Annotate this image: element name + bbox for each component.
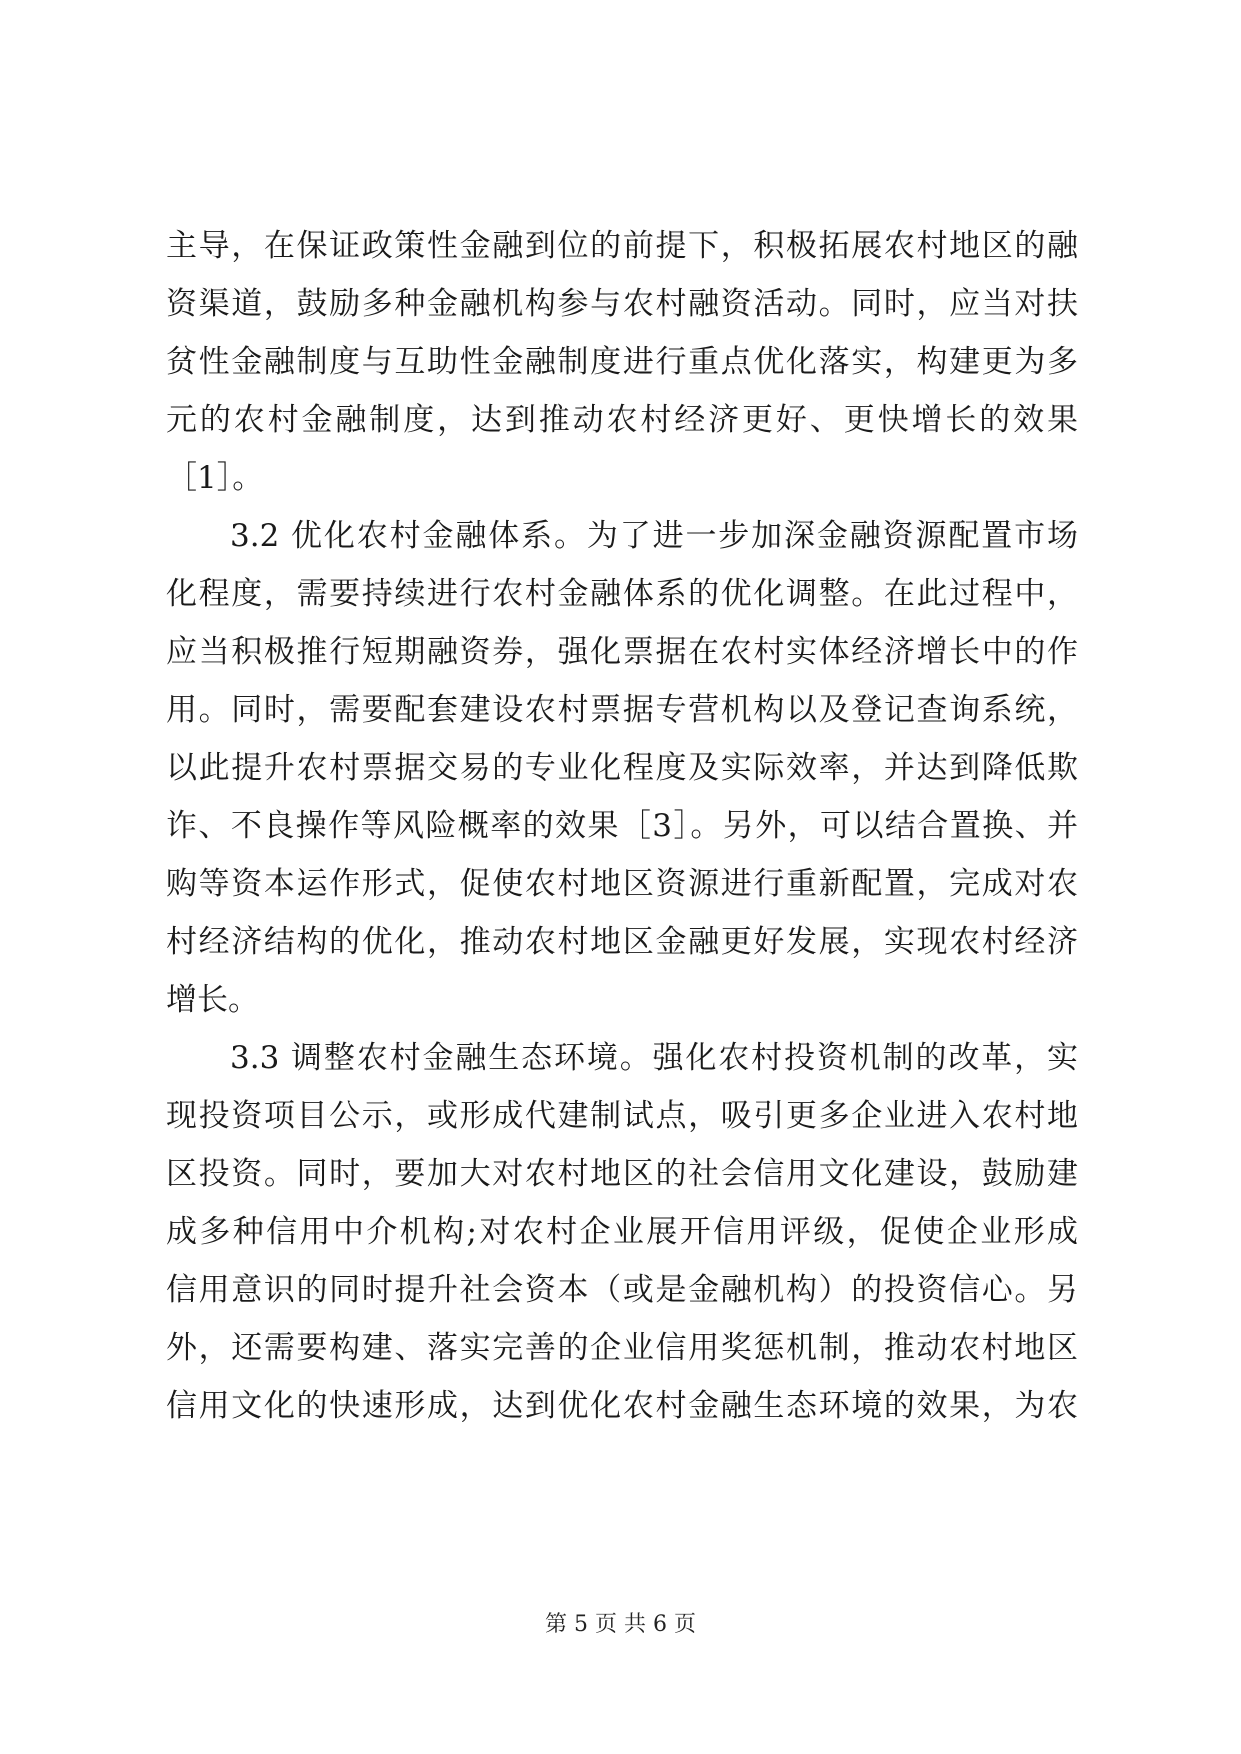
text-line: 以此提升农村票据交易的专业化程度及实际效率，并达到降低欺 [166, 750, 1078, 786]
text-line: 外，还需要构建、落实完善的企业信用奖惩机制，推动农村地区 [166, 1330, 1078, 1366]
section-heading-line: 3.3 调整农村金融生态环境。强化农村投资机制的改革，实 [230, 1040, 1078, 1076]
text-line: 村经济结构的优化，推动农村地区金融更好发展，实现农村经济 [166, 924, 1078, 960]
text-line: 区投资。同时，要加大对农村地区的社会信用文化建设，鼓励建 [166, 1156, 1078, 1192]
text-line: 诈、不良操作等风险概率的效果［3］。另外，可以结合置换、并 [166, 808, 1078, 844]
text-line: 用。同时，需要配套建设农村票据专营机构以及登记查询系统， [166, 692, 1078, 728]
text-line: 成多种信用中介机构;对农村企业展开信用评级，促使企业形成 [166, 1214, 1078, 1250]
text-line: 元的农村金融制度，达到推动农村经济更好、更快增长的效果 [166, 402, 1078, 438]
text-line: 主导，在保证政策性金融到位的前提下，积极拓展农村地区的融 [166, 228, 1078, 264]
text-line: ［1］。 [166, 460, 264, 496]
text-line: 化程度，需要持续进行农村金融体系的优化调整。在此过程中， [166, 576, 1078, 612]
text-line: 资渠道，鼓励多种金融机构参与农村融资活动。同时，应当对扶 [166, 286, 1078, 322]
text-line: 购等资本运作形式，促使农村地区资源进行重新配置，完成对农 [166, 866, 1078, 902]
text-line: 贫性金融制度与互助性金融制度进行重点优化落实，构建更为多 [166, 344, 1078, 380]
text-line: 信用文化的快速形成，达到优化农村金融生态环境的效果，为农 [166, 1388, 1078, 1424]
page-number-footer: 第 5 页 共 6 页 [545, 1612, 696, 1637]
text-line: 应当积极推行短期融资券，强化票据在农村实体经济增长中的作 [166, 634, 1078, 670]
text-line: 现投资项目公示，或形成代建制试点，吸引更多企业进入农村地 [166, 1098, 1078, 1134]
section-heading-line: 3.2 优化农村金融体系。为了进一步加深金融资源配置市场 [230, 518, 1078, 554]
text-line: 信用意识的同时提升社会资本（或是金融机构）的投资信心。另 [166, 1272, 1078, 1308]
text-line: 增长。 [166, 982, 259, 1018]
